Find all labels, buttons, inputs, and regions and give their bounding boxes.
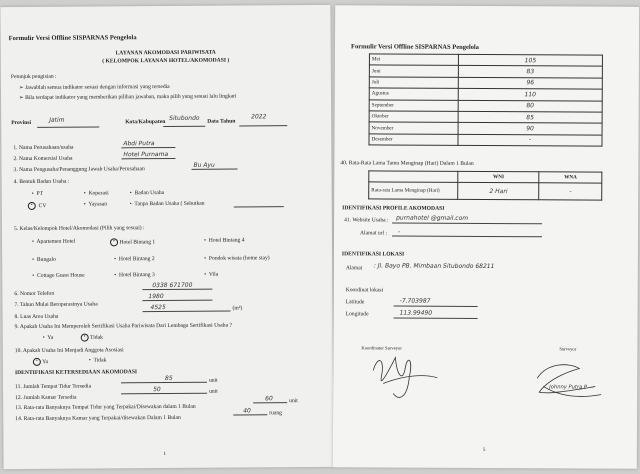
month-value[interactable]: 90	[458, 123, 602, 135]
q7-label: 7. Tahun Mulai Beroperasinya Usaha	[14, 301, 98, 309]
form-title: Formulir Versi Offline SISPARNAS Pengelola	[350, 43, 479, 51]
q10-opt-tidak[interactable]: • Tidak	[88, 357, 107, 364]
stay-wni-value[interactable]: 2 Hari	[458, 183, 540, 200]
q9-label: 9. Apakah Usaha Ini Memperoleh Sertifikasi Usaha Pariwisata Dari Lembaga Sertifikasi Usaha ?	[14, 322, 232, 331]
section-ketersediaan: IDENTIFIKASI KETERSEDIAAN AKOMODASI	[14, 369, 138, 377]
form-title: Formulir Versi Offline SISPARNAS Pengelola	[8, 34, 137, 43]
q8-unit: (m²)	[232, 305, 243, 312]
q3-label: 3. Nama Pengusaha/Penanggung Jawab Usaha/Perusahaan	[13, 166, 145, 174]
stay-head-wni: WNI	[458, 171, 540, 183]
section-profil: IDENTIFIKASI PROFILE AKOMODASI	[342, 205, 445, 212]
q2-value[interactable]: Hotel Purnama	[123, 150, 169, 159]
q13-value[interactable]: 60	[265, 395, 273, 403]
latitude-label: Latitude	[345, 299, 365, 306]
q10-label: 10. Apakah Usaha Ini Menjadi Anggota Asosiasi	[14, 347, 124, 355]
month-value[interactable]: 96	[458, 77, 602, 89]
petunjuk-2-text: Bila terdapat indikator yang memberikan pilihan jawaban, maka pilih yang sesuai lalu lingkari	[25, 93, 237, 101]
q12-unit: unit	[209, 388, 218, 395]
q1-label: 1. Nama Perusahaan/usaha	[13, 144, 74, 152]
q14-unit: ruang	[269, 410, 283, 417]
month-value[interactable]: 83	[458, 66, 602, 78]
q10-opt-ya[interactable]: • Ya	[33, 358, 48, 366]
month-label: November	[369, 122, 458, 134]
petunjuk-label: Petunjuk pengisian :	[10, 73, 57, 81]
month-label: September	[369, 99, 458, 111]
heading-kelompok: ( KELOMPOK LAYANAN HOTEL/AKOMODASI )	[102, 57, 230, 65]
signature-surveyor	[333, 5, 639, 469]
q1-value[interactable]: Abdi Putra	[123, 140, 155, 148]
q4-opt-pt[interactable]: • PT	[31, 190, 44, 197]
page-number: 1	[163, 452, 167, 458]
form-page-5	[333, 5, 639, 469]
koordinat-label: Koordinat lokasi	[345, 287, 384, 294]
month-label: Juni	[369, 65, 458, 77]
tahun-label: Data Tahun	[207, 118, 236, 125]
month-label: Agustus	[369, 88, 458, 100]
q11-value[interactable]: 85	[164, 374, 173, 383]
longitude-label: Longitude	[345, 311, 369, 318]
q4-opt-badan-usaha[interactable]: • Badan Usaha	[129, 190, 165, 197]
q13-unit: unit	[289, 398, 298, 405]
q4-opt-yayasan[interactable]: • Yayasan	[83, 201, 108, 208]
selected-circle-icon: •	[81, 334, 89, 342]
month-label: Mei	[369, 54, 458, 66]
provinsi-label: Provinsi	[11, 119, 32, 127]
q5-label: 5. Kelas/Kelompok Hotel/Akomodasi (Pilih yang sesuai) :	[13, 225, 145, 233]
q4-opt-cv[interactable]: • CV	[28, 202, 47, 210]
stay-wna-value[interactable]: -	[539, 183, 602, 200]
q12-value[interactable]: 50	[153, 386, 161, 394]
q5-opt-cottage[interactable]: • Cottage Guest House	[32, 272, 85, 279]
month-value[interactable]: 105	[458, 54, 602, 66]
q9-opt-tidak[interactable]: • Tidak	[81, 333, 103, 341]
petunjuk-1-text: Jawablah semua indikator sesuai dengan informasi yang tersedia	[25, 83, 170, 91]
alamat-value[interactable]: : Jl. Bayo PB. Mimbaan Situbondo 68211	[373, 262, 495, 271]
petunjuk-item-1: ➢ Jawablah semua indikator sesuai dengan informasi yang tersedia	[18, 83, 170, 92]
q41-label: 41. Website Usaha :	[344, 217, 389, 224]
month-value[interactable]: 80	[458, 100, 602, 112]
selected-circle-icon: •	[33, 358, 41, 366]
q5-opt-bintang-3[interactable]: • Hotel Bintang 3	[114, 272, 155, 279]
heading-layanan: LAYANAN AKOMODASI PARIWISATA	[115, 49, 216, 57]
latitude-value[interactable]: -7.703987	[399, 297, 431, 305]
kota-label: Kota/Kabupaten	[125, 119, 166, 126]
longitude-value[interactable]: 113.99490	[399, 309, 433, 317]
alamat-url-label: Alamat url :	[360, 230, 388, 237]
q11-label: 11. Jumlah Tempat Tidur Tersedia	[15, 383, 92, 391]
q5-opt-vila[interactable]: • Vila	[204, 271, 219, 278]
form-page-1	[0, 5, 333, 469]
q5-opt-pondok-wisata[interactable]: • Pondok wisata (home stay)	[204, 255, 270, 262]
surveyor-sign-name: Johnny Putra P.	[549, 384, 588, 391]
q8-value[interactable]: 4525	[150, 304, 166, 312]
q5-opt-bungalo[interactable]: • Bungalo	[32, 256, 56, 263]
section-lokasi: IDENTIFIKASI LOKASI	[341, 251, 405, 258]
month-value[interactable]: 85	[458, 111, 602, 123]
q7-value[interactable]: 1980	[148, 293, 164, 301]
q12-label: 12. Jumlah Kamar Tersedia	[15, 394, 77, 402]
q8-label: 8. Luas Area Usaha	[14, 313, 59, 321]
q11-unit: unit	[208, 377, 218, 384]
page-number: 5	[482, 447, 486, 453]
month-label: Desember	[369, 134, 458, 146]
q3-value[interactable]: Bu Ayu	[193, 161, 215, 169]
q6-label: 6. Nomor Telefon	[14, 290, 55, 298]
q4-opt-koperasi[interactable]: • Koperasi	[83, 190, 109, 197]
q5-opt-bintang-1[interactable]: • Hotel Bintang 1	[110, 238, 155, 246]
selected-circle-icon: •	[28, 202, 36, 210]
kota-value[interactable]: Situbondo	[169, 114, 200, 122]
surveyor-label: Surveyor	[559, 346, 577, 352]
stay-row-label: Rata-rata Lama Menginap (Hari)	[369, 182, 458, 199]
q5-opt-bintang-2[interactable]: • Hotel Bintang 2	[114, 256, 155, 263]
q4-label: 4. Bentuk Badan Usaha :	[13, 178, 70, 186]
q13-label: 13. Rata-rata Banyaknya Tempat Tidur yang Terpakai/Disewakan dalam 1 Bulan	[15, 403, 196, 412]
month-value[interactable]: 110	[458, 89, 602, 101]
alamat-url-value[interactable]: -	[398, 228, 401, 236]
provinsi-value[interactable]: Jatim	[49, 116, 65, 124]
alamat-label: Alamat	[345, 265, 363, 272]
q5-opt-apartemen[interactable]: • Apartemen Hotel	[32, 238, 76, 245]
month-label: Juli	[369, 77, 458, 89]
q5-opt-bintang-4[interactable]: • Hotel Bintang 4	[204, 237, 245, 244]
q4-opt-tanpa-badan[interactable]: • Tanpa Badan Usaha ( Sebutkan	[129, 200, 205, 208]
q14-label: 14. Rata-rata Banyaknya Kamar yang Terpakai/disewakan Dalam 1 Bulan	[15, 414, 181, 423]
koordinator-label: Koordinator Surveyor	[361, 345, 402, 351]
q41-value[interactable]: purnahotel @gmail.com	[396, 214, 469, 222]
month-label: Oktober	[369, 111, 458, 123]
q40-label: 40. Rata-Rata Lama Tamu Menginap (Hari) Dalam 1 Bulan	[340, 160, 474, 167]
q6-value[interactable]: 0338 671700	[152, 281, 193, 290]
q14-value[interactable]: 40	[243, 407, 251, 415]
q9-opt-ya[interactable]: • Ya	[42, 334, 54, 341]
month-value[interactable]: -	[458, 134, 602, 146]
tahun-value[interactable]: 2022	[251, 113, 267, 121]
petunjuk-item-2: ➢ Bila terdapat indikator yang memberikan pilihan jawaban, maka pilih yang sesuai lalu lingkari	[19, 93, 237, 102]
q2-label: 2. Nama Komersial Usaha	[13, 155, 73, 163]
stay-head-wna: WNA	[539, 172, 602, 184]
selected-circle-icon: •	[110, 238, 118, 246]
